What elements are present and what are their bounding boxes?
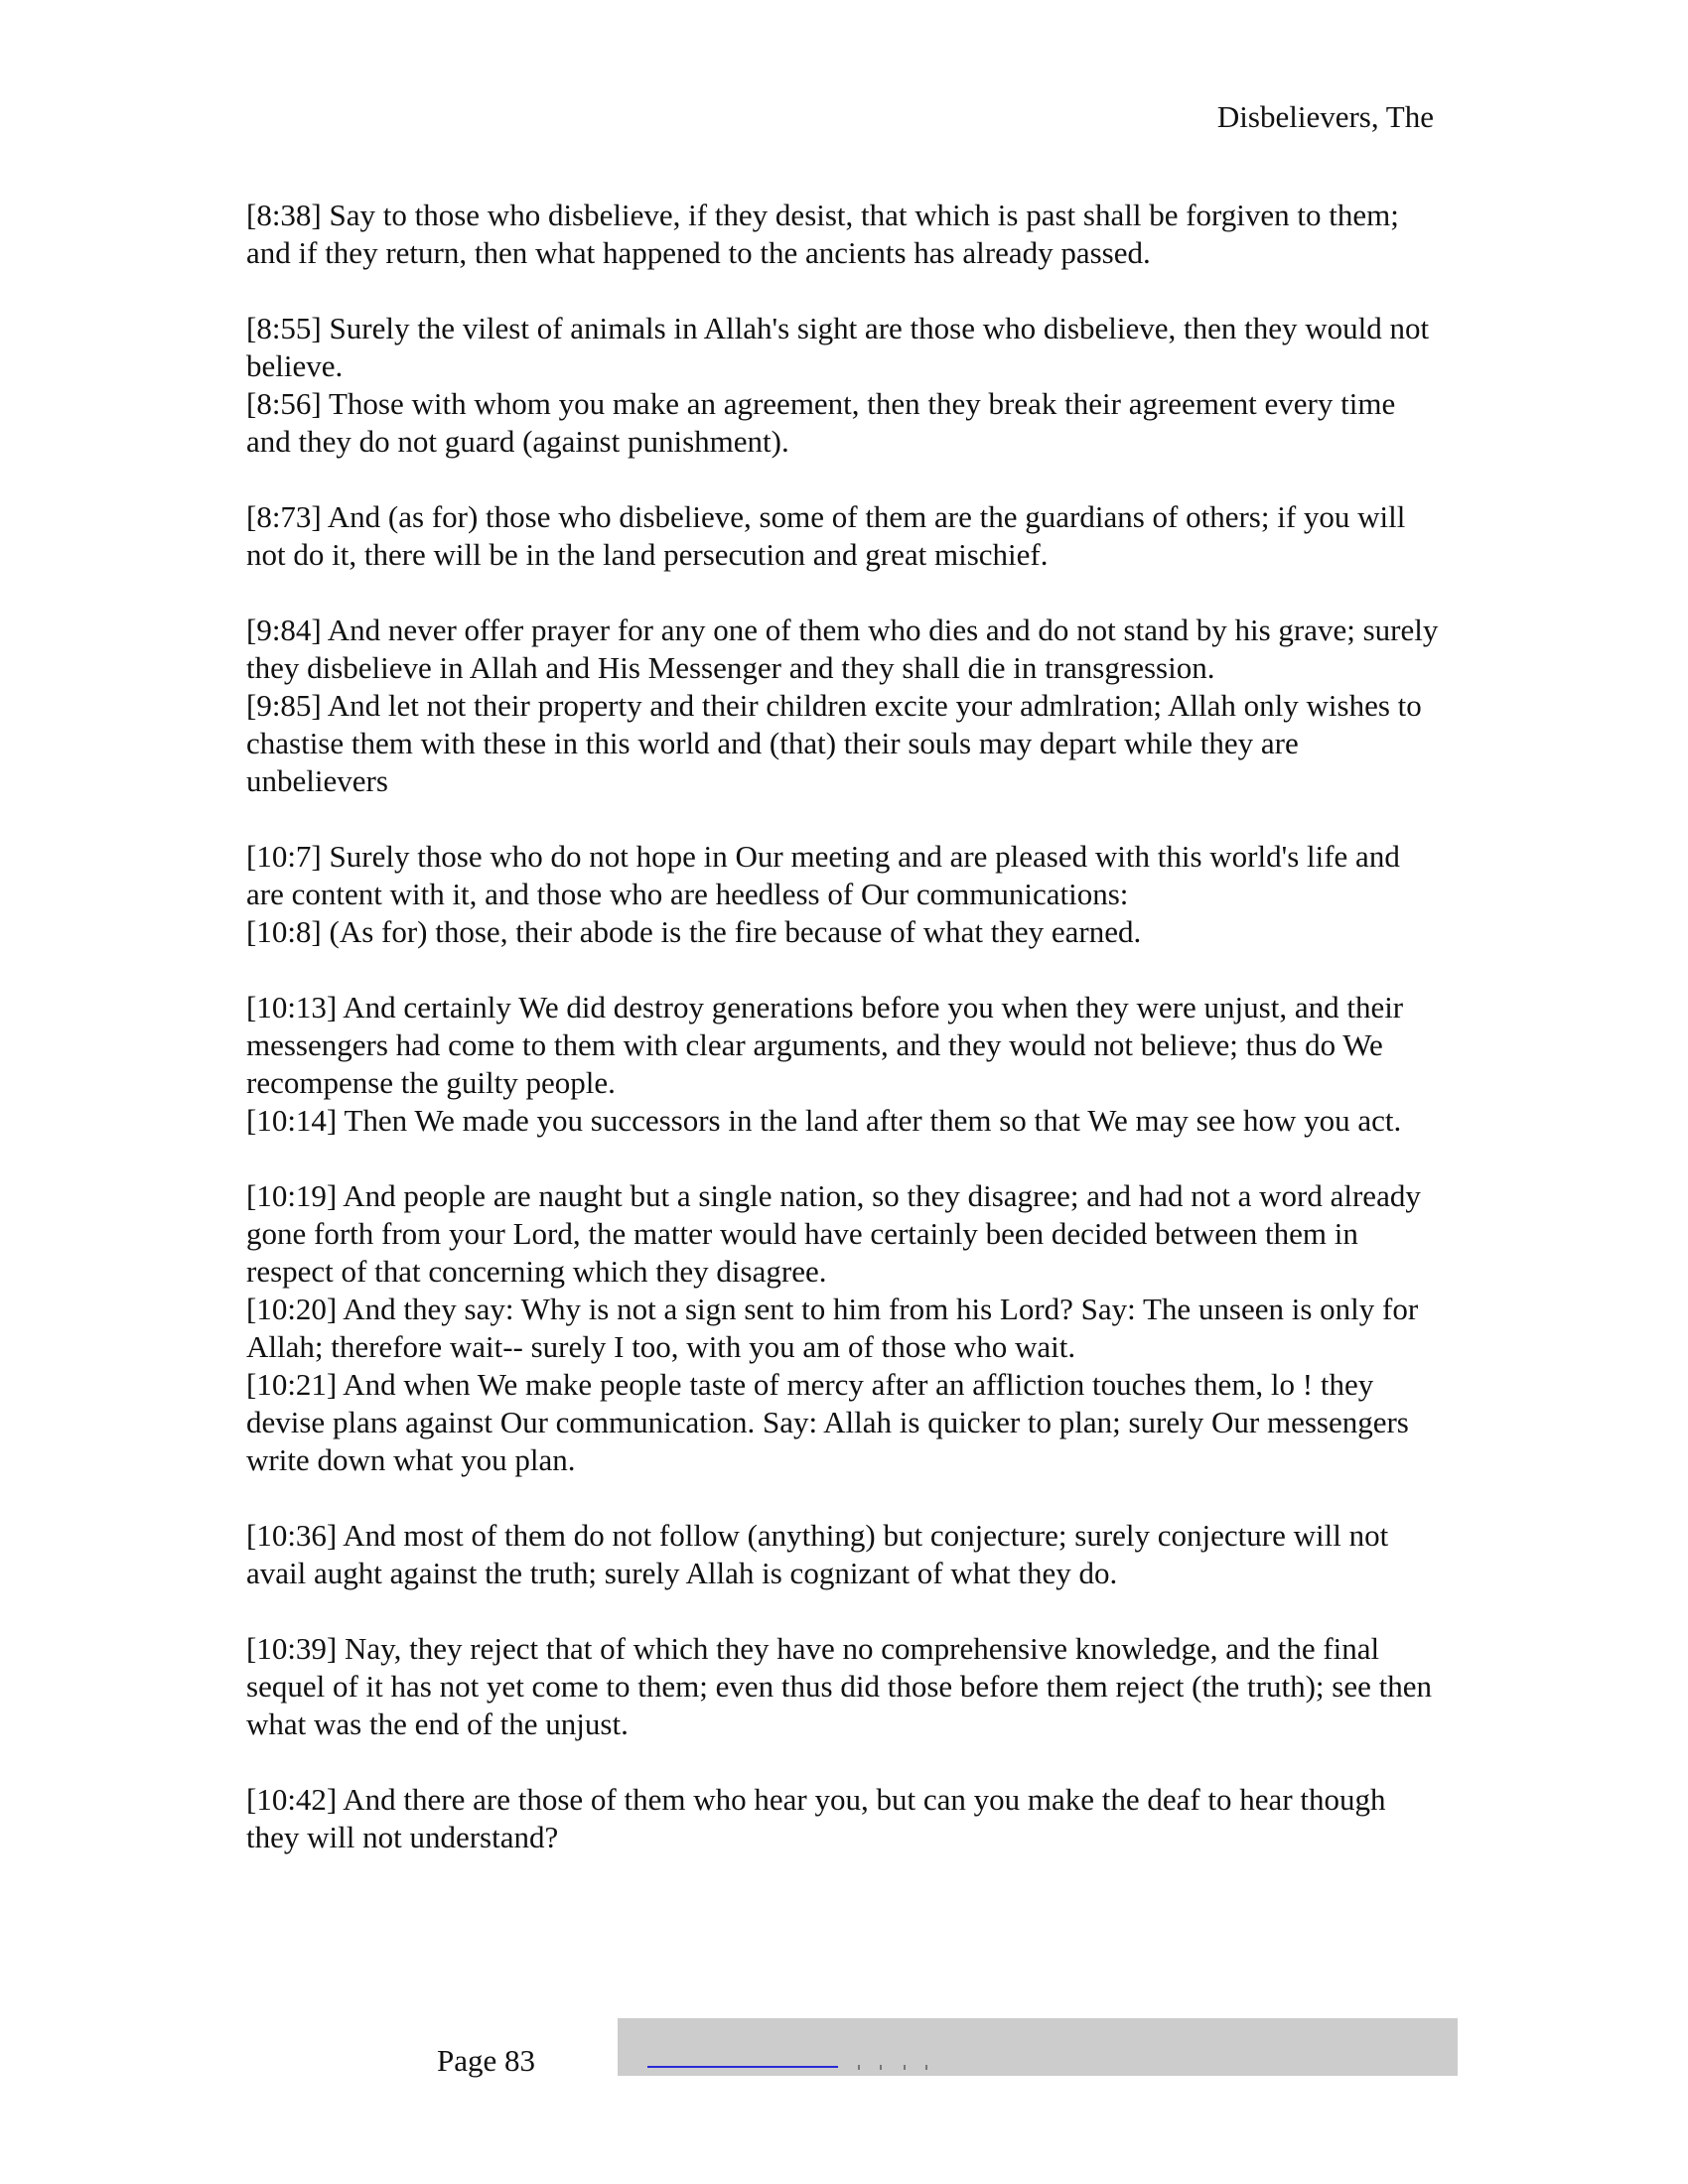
verse-text: [10:36] And most of them do not follow (anything) but conjecture; surely conjecture will not avail aught against the truth; surely Allah is cognizant of what they do. [246,1518,1389,1590]
verse-text: [10:14] Then We made you successors in the land after them so that We may see how you act. [246,1103,1402,1138]
verse-text: [9:84] And never offer prayer for any one of them who dies and do not stand by his grave; surely they disbelieve in Allah and His Messenger and they shall die in transgression. [246,613,1439,685]
verse-text: [10:21] And when We make people taste of mercy after an affliction touches them, lo ! they devise plans against Our communication. Say: Allah is quicker to plan; surely Our messengers write down what you plan. [246,1367,1409,1477]
footer-banner [618,2018,1458,2076]
verse-text: [8:38] Say to those who disbelieve, if they desist, that which is past shall be forgiven to them; and if they return, then what happened to the ancients has already passed. [246,198,1399,270]
verse-text: [10:39] Nay, they reject that of which they have no comprehensive knowledge, and the final sequel of it has not yet come to them; even thus did those before them reject (the truth); see then what was the end of the unjust. [246,1631,1432,1741]
verse-text: [10:20] And they say: Why is not a sign sent to him from his Lord? Say: The unseen is only for Allah; therefore wait-- surely I too, with you am of those who wait. [246,1292,1419,1364]
verse-text: [10:42] And there are those of them who hear you, but can you make the deaf to hear though they will not understand? [246,1782,1386,1854]
verse-paragraph [246,1781,1443,1856]
verse-paragraph [246,989,1443,1140]
verse-text: [9:85] And let not their property and their children excite your admlration; Allah only wishes to chastise them with these in this world and (that) their souls may depart while they are unbelievers [246,688,1422,798]
verse-text: [10:13] And certainly We did destroy generations before you when they were unjust, and their messengers had come to them with clear arguments, and they would not believe; thus do We recompense the guilty people. [246,990,1404,1100]
running-header-title: Disbelievers, The [1216,99,1434,134]
footer-text-fragment [852,2064,931,2070]
verse-paragraph [246,612,1443,800]
footer-link-underline[interactable] [647,2066,838,2068]
verse-text: [8:55] Surely the vilest of animals in Allah's sight are those who disbelieve, then they would not believe. [246,311,1430,383]
page-number: Page 83 [437,2043,536,2078]
verse-paragraph [246,838,1443,951]
verse-text: [10:8] (As for) those, their abode is the fire because of what they earned. [246,914,1142,949]
verse-content [246,197,1443,1894]
verse-text: [10:19] And people are naught but a single nation, so they disagree; and had not a word already gone forth from your Lord, the matter would have certainly been decided between them in respect of that concerning which they disagree. [246,1178,1421,1289]
verse-paragraph [246,310,1443,461]
verse-paragraph [246,1517,1443,1592]
verse-paragraph [246,1177,1443,1479]
verse-text: [8:56] Those with whom you make an agreement, then they break their agreement every time and they do not guard (against punishment). [246,386,1396,459]
verse-text: [10:7] Surely those who do not hope in Our meeting and are pleased with this world's life and are content with it, and those who are heedless of Our communications: [246,839,1400,911]
verse-text: [8:73] And (as for) those who disbelieve, some of them are the guardians of others; if you will not do it, there will be in the land persecution and great mischief. [246,499,1406,572]
verse-paragraph [246,1630,1443,1743]
verse-paragraph [246,498,1443,574]
verse-paragraph [246,197,1443,272]
